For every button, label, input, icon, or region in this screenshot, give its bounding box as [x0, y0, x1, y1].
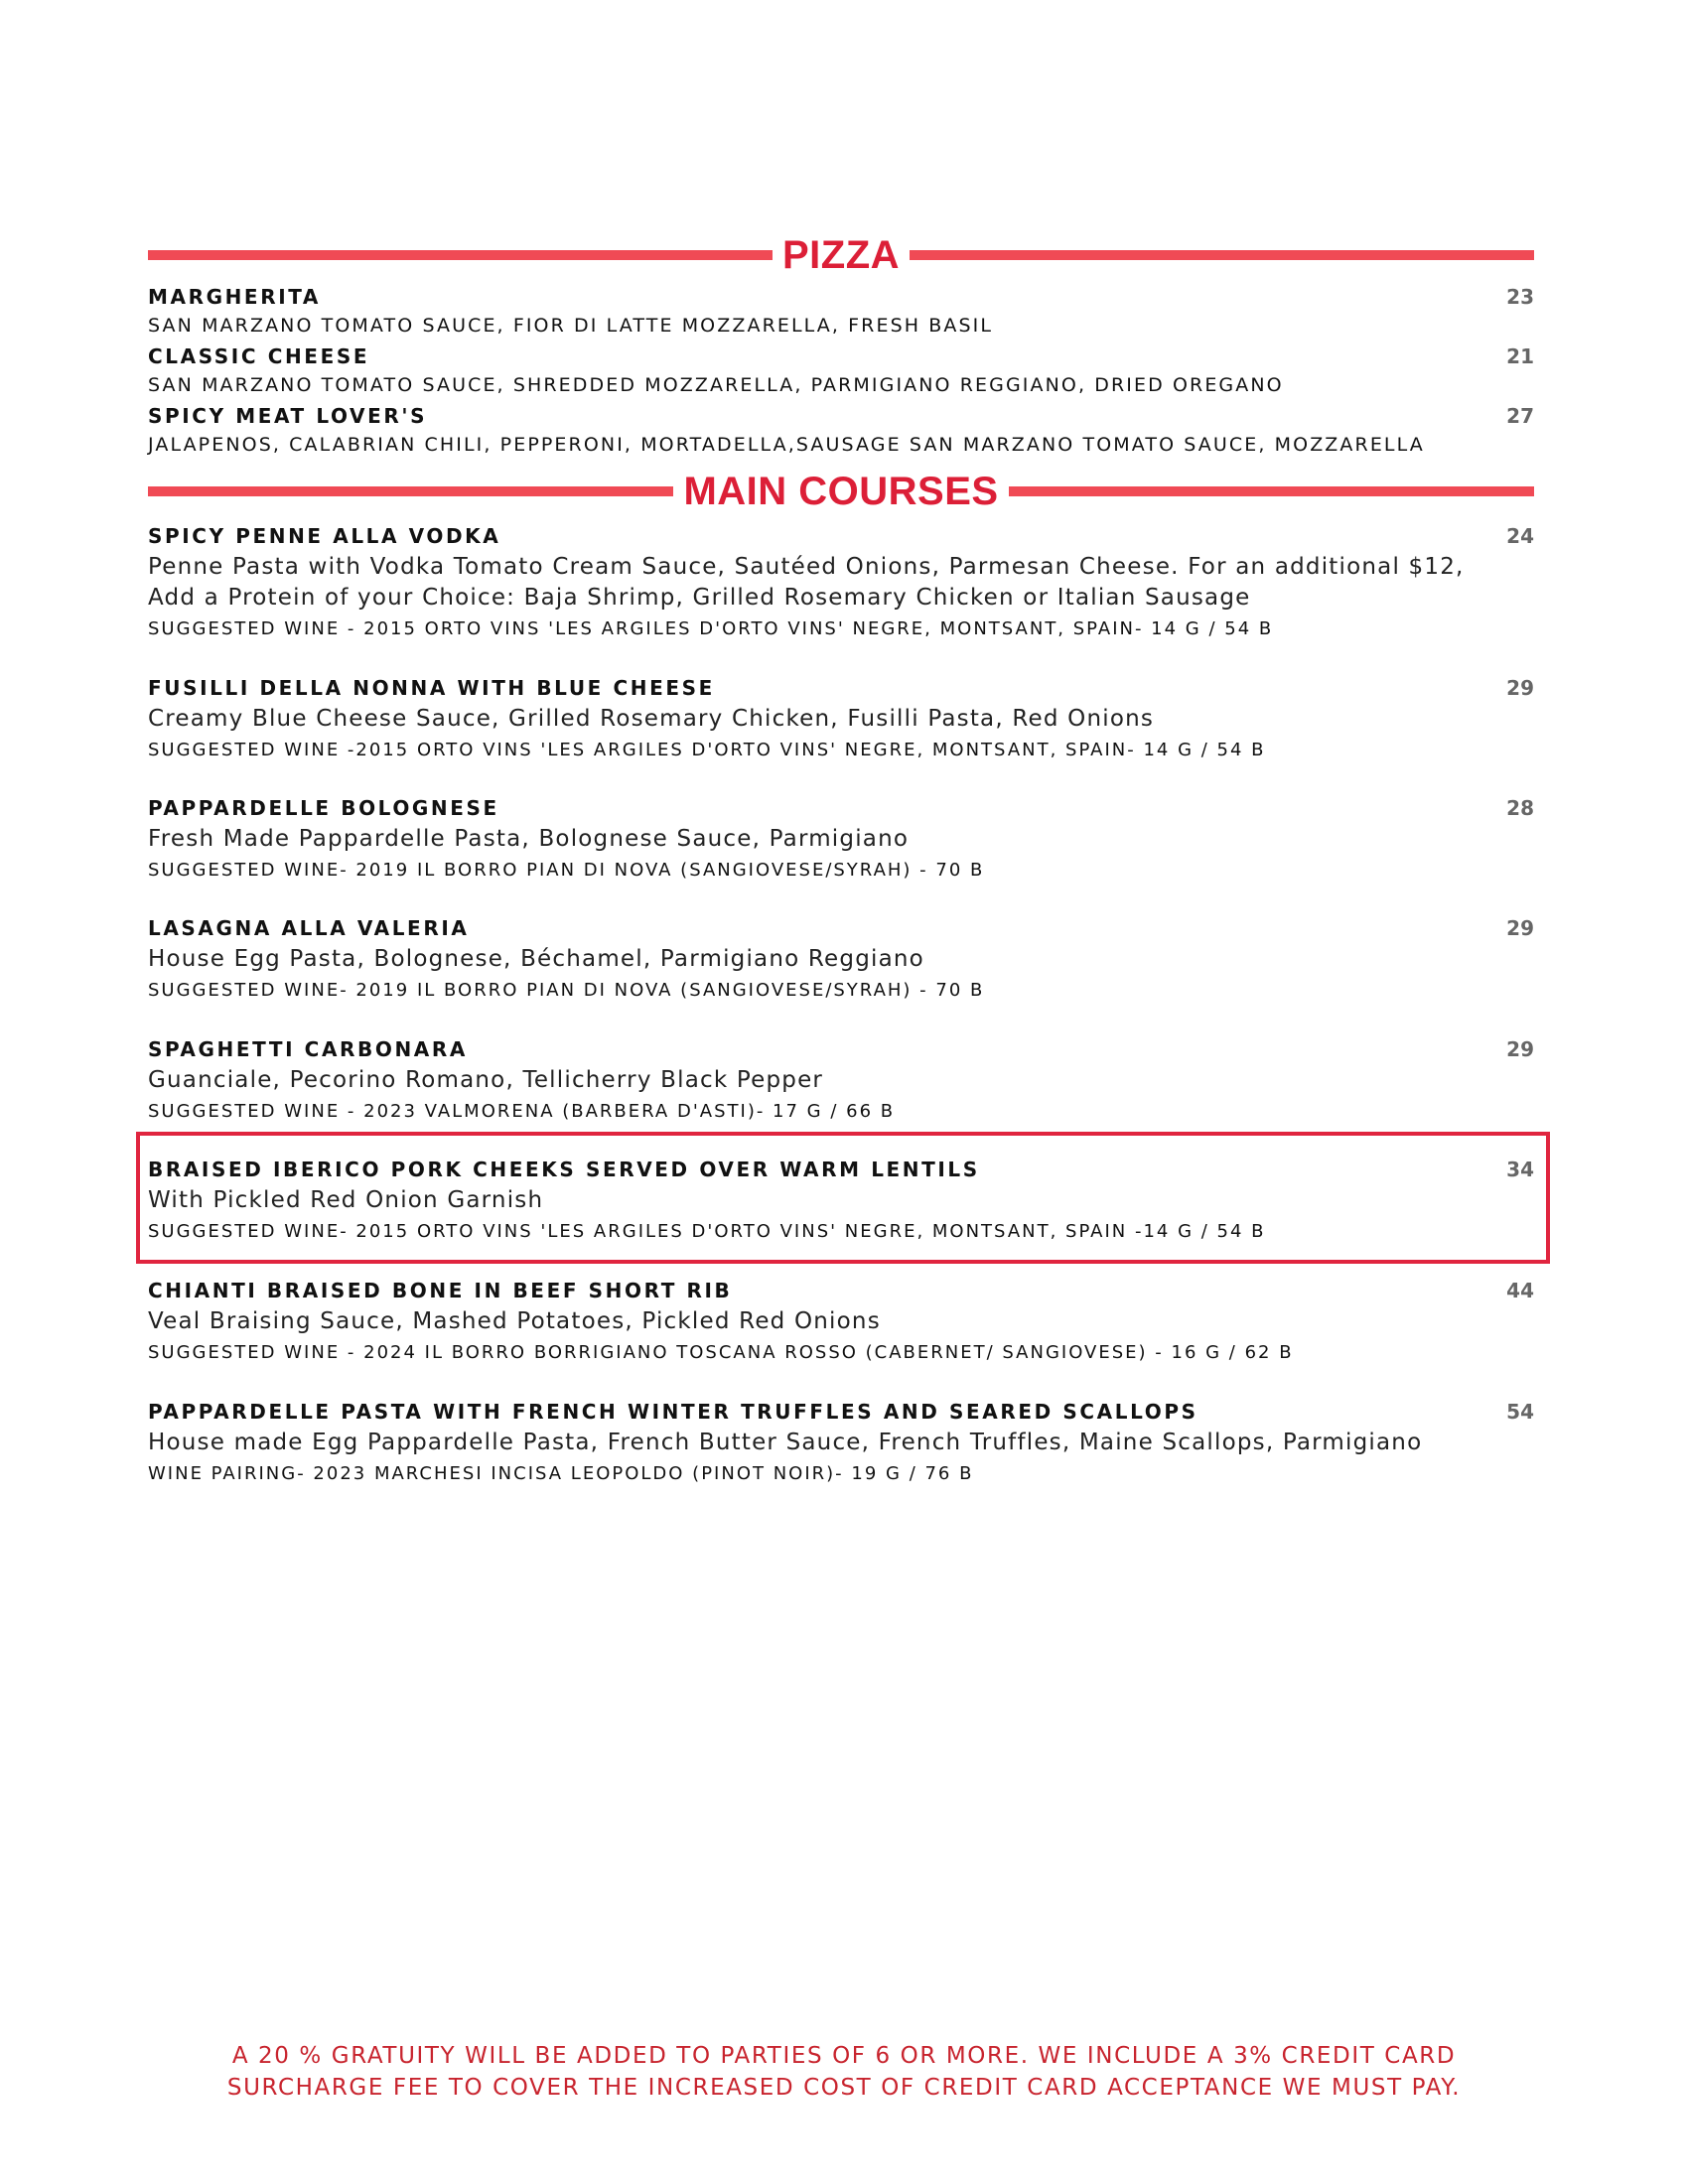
header-rule-left	[148, 250, 773, 260]
item-description: JALAPENOS, CALABRIAN CHILI, PEPPERONI, MORTADELLA,SAUSAGE SAN MARZANO TOMATO SAUCE, MOZZARELLA	[148, 434, 1425, 456]
header-rule-right	[910, 250, 1534, 260]
item-wine-pairing: SUGGESTED WINE - 2015 ORTO VINS 'LES ARGILES D'ORTO VINS' NEGRE, MONTSANT, SPAIN- 14 G / 54 B	[148, 618, 1274, 639]
main-courses-section-title: MAIN COURSES	[683, 470, 999, 513]
item-price: 34	[1506, 1158, 1534, 1181]
gratuity-notice-line: SURCHARGE FEE TO COVER THE INCREASED COST OF CREDIT CARD ACCEPTANCE WE MUST PAY.	[226, 2075, 1462, 2101]
menu-item-short-rib	[148, 1279, 1534, 1366]
item-wine-pairing: SUGGESTED WINE - 2024 IL BORRO BORRIGIANO TOSCANA ROSSO (CABERNET/ SANGIOVESE) - 16 G / 62 B	[148, 1342, 1294, 1363]
item-name: SPICY PENNE ALLA VODKA	[148, 524, 501, 548]
item-name: BRAISED IBERICO PORK CHEEKS SERVED OVER WARM LENTILS	[148, 1158, 980, 1181]
item-name: LASAGNA ALLA VALERIA	[148, 916, 470, 940]
item-wine-pairing: SUGGESTED WINE - 2023 VALMORENA (BARBERA D'ASTI)- 17 G / 66 B	[148, 1101, 896, 1122]
item-name: SPICY MEAT LOVER'S	[148, 404, 428, 428]
highlight-box	[136, 1132, 1550, 1264]
menu-item-carbonara	[148, 1037, 1534, 1125]
item-description: SAN MARZANO TOMATO SAUCE, FIOR DI LATTE MOZZARELLA, FRESH BASIL	[148, 315, 994, 337]
item-description-line: House Egg Pasta, Bolognese, Béchamel, Parmigiano Reggiano	[148, 946, 924, 972]
item-price: 29	[1506, 1037, 1534, 1061]
item-price: 28	[1506, 796, 1534, 820]
item-description-line: Add a Protein of your Choice: Baja Shrimp, Grilled Rosemary Chicken or Italian Sausage	[148, 585, 1251, 611]
pizza-section-title: PIZZA	[781, 233, 901, 277]
item-name: MARGHERITA	[148, 285, 322, 309]
item-name: FUSILLI DELLA NONNA WITH BLUE CHEESE	[148, 676, 715, 700]
item-description-line: Fresh Made Pappardelle Pasta, Bolognese Sauce, Parmigiano	[148, 826, 910, 852]
item-wine-pairing: WINE PAIRING- 2023 MARCHESI INCISA LEOPOLDO (PINOT NOIR)- 19 G / 76 B	[148, 1463, 974, 1484]
item-price: 29	[1506, 676, 1534, 700]
item-price: 21	[1506, 344, 1534, 368]
item-name: SPAGHETTI CARBONARA	[148, 1037, 468, 1061]
item-description-line: With Pickled Red Onion Garnish	[148, 1187, 544, 1213]
item-price: 23	[1506, 285, 1534, 309]
item-description-line: Penne Pasta with Vodka Tomato Cream Sauce, Sautéed Onions, Parmesan Cheese. For an additional $12,	[148, 554, 1465, 580]
item-name: PAPPARDELLE BOLOGNESE	[148, 796, 499, 820]
item-name: CHIANTI BRAISED BONE IN BEEF SHORT RIB	[148, 1279, 733, 1302]
gratuity-notice	[0, 2040, 1688, 2104]
menu-item-fusilli	[148, 676, 1534, 763]
item-wine-pairing: SUGGESTED WINE -2015 ORTO VINS 'LES ARGILES D'ORTO VINS' NEGRE, MONTSANT, SPAIN- 14 G / 54 B	[148, 740, 1266, 760]
item-description-line: Guanciale, Pecorino Romano, Tellicherry Black Pepper	[148, 1067, 824, 1093]
header-rule-right	[1009, 486, 1534, 496]
gratuity-notice-line: A 20 % GRATUITY WILL BE ADDED TO PARTIES OF 6 OR MORE. WE INCLUDE A 3% CREDIT CARD	[231, 2043, 1457, 2069]
item-name: CLASSIC CHEESE	[148, 344, 370, 368]
menu-item-spicy-penne	[148, 524, 1534, 642]
item-description-line: Creamy Blue Cheese Sauce, Grilled Rosemary Chicken, Fusilli Pasta, Red Onions	[148, 706, 1155, 732]
menu-item-pappardelle-bolognese	[148, 796, 1534, 884]
item-description-line: Veal Braising Sauce, Mashed Potatoes, Pickled Red Onions	[148, 1308, 881, 1334]
menu-item-spicy-meat-lovers	[148, 404, 1534, 458]
header-rule-left	[148, 486, 673, 496]
menu-item-margherita	[148, 285, 1534, 339]
item-wine-pairing: SUGGESTED WINE- 2019 IL BORRO PIAN DI NOVA (SANGIOVESE/SYRAH) - 70 B	[148, 980, 985, 1001]
item-price: 24	[1506, 524, 1534, 548]
menu-item-truffle-scallops	[148, 1400, 1534, 1487]
menu-item-classic-cheese	[148, 344, 1534, 398]
menu-item-lasagna	[148, 916, 1534, 1004]
item-name: PAPPARDELLE PASTA WITH FRENCH WINTER TRUFFLES AND SEARED SCALLOPS	[148, 1400, 1198, 1424]
item-price: 27	[1506, 404, 1534, 428]
item-description: SAN MARZANO TOMATO SAUCE, SHREDDED MOZZARELLA, PARMIGIANO REGGIANO, DRIED OREGANO	[148, 374, 1284, 396]
item-description-line: House made Egg Pappardelle Pasta, French Butter Sauce, French Truffles, Maine Scallops, Parmigiano	[148, 1430, 1423, 1455]
item-price: 44	[1506, 1279, 1534, 1302]
item-wine-pairing: SUGGESTED WINE- 2019 IL BORRO PIAN DI NOVA (SANGIOVESE/SYRAH) - 70 B	[148, 860, 985, 881]
item-price: 29	[1506, 916, 1534, 940]
pizza-section-header	[148, 230, 1534, 280]
item-wine-pairing: SUGGESTED WINE- 2015 ORTO VINS 'LES ARGILES D'ORTO VINS' NEGRE, MONTSANT, SPAIN -14 G / 54 B	[148, 1221, 1266, 1242]
item-price: 54	[1506, 1400, 1534, 1424]
main-courses-section-header	[148, 467, 1534, 516]
